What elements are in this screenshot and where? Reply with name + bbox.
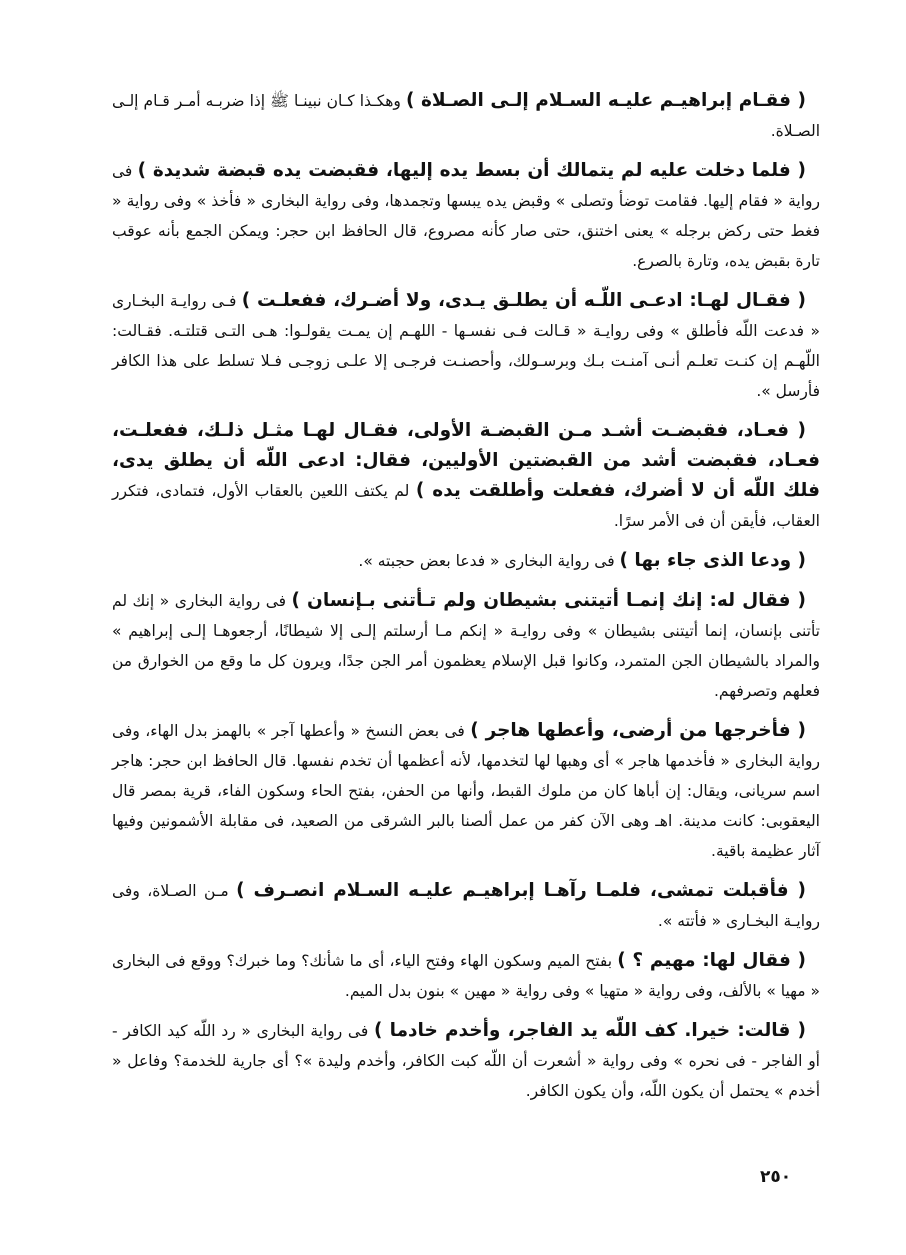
paragraph-6 (112, 586, 820, 706)
commentary-text: فى بعض النسخ « وأعطها آجر » بالهمز بدل الهاء، وفى رواية البخارى « فأخدمها هاجر » أى وهبها لها لتخدمها، لأنه أعظمها أن تخدم نفسها. قال الحافظ ابن حجر: هاجر اسم سريانى، ويقال: إن أباها كان من ملوك القبط، وأنها من الحفن، بفتح الحاء وسكون الفاء، قرية بمصر قال اليعقوبى: كانت مدينة. اهـ وهى الآن كفر من عمل ألصنا بالبر الشرقى من الصعيد، فى مقابلة الأشمونين وفيها آثار عظيمة باقية. (112, 722, 820, 860)
paragraph-9 (112, 946, 820, 1006)
quoted-hadith-text: ( فقـال لهـا: ادعـى اللّـه أن يطلـق يـدى، ولا أضـرك، ففعلـت ) (241, 290, 806, 311)
paragraph-10 (112, 1016, 820, 1106)
paragraph-4 (112, 416, 820, 536)
paragraph-8 (112, 876, 820, 936)
paragraph-2 (112, 156, 820, 276)
commentary-text: فى رواية البخارى « رد اللّه كيد الكافر - أو الفاجر - فى نحره » وفى رواية « أشعرت أن اللّه كبت الكافر، وأخدم وليدة »؟ أى جارية للخدمة؟ وفاعل « أخدم » يحتمل أن يكون اللّه، وأن يكون الكافر. (112, 1022, 820, 1100)
quoted-hadith-text: ( فأخرجها من أرضى، وأعطها هاجر ) (470, 720, 806, 741)
paragraph-5 (112, 546, 820, 576)
quoted-hadith-text: ( فعـاد، فقبضـت أشـد مـن القبضـة الأولى، فقـال لهـا مثـل ذلـك، ففعلـت، فعـاد، فقبضت أشد من القبضتين الأوليين، فقال: ادعى اللّه أن يطلق يدى، فلك اللّه أن لا أضرك، ففعلت وأطلقت يده ) (112, 420, 820, 501)
paragraph-3 (112, 286, 820, 406)
commentary-text: فى رواية البخارى « فدعا بعض حجبته ». (358, 552, 620, 570)
commentary-text: فى رواية « فقام إليها. فقامت توضأ وتصلى » وقبض يده يبسها وتجمدها، وفى رواية البخارى « فأخذ » وفى رواية « فغط حتى ركض برجله » يعنى اختنق، حتى صار كأنه مصروع، قال الحافظ ابن حجر: ويمكن الجمع بأنه عوقب تارة بقبض يده، وتارة بالصرع. (112, 162, 820, 270)
quoted-hadith-text: ( فقال لها: مهيم ؟ ) (617, 950, 806, 971)
quoted-hadith-text: ( ودعا الذى جاء بها ) (619, 550, 806, 571)
book-page-body (112, 86, 820, 1116)
commentary-text: وهكـذا كـان نبينـا ﷺ إذا ضربـه أمـر قـام إلـى الصـلاة. (112, 92, 820, 140)
commentary-text: لم يكتف اللعين بالعقاب الأول، فتمادى، فتكرر العقاب، فأيقن أن فى الأمر سرًا. (112, 482, 820, 530)
commentary-text: بفتح الميم وسكون الهاء وفتح الياء، أى ما شأنك؟ وما خبرك؟ ووقع فى البخارى « مهيا » بالألف، وفى رواية « متهيا » وفى رواية « مهين » بنون بدل الميم. (112, 952, 820, 1000)
quoted-hadith-text: ( فأقبلت تمشى، فلمـا رآهـا إبراهيـم عليـه السـلام انصـرف ) (236, 880, 807, 901)
quoted-hadith-text: ( فقـام إبراهيـم عليـه السـلام إلـى الصـلاة ) (405, 90, 806, 111)
paragraph-1 (112, 86, 820, 146)
paragraph-7 (112, 716, 820, 866)
quoted-hadith-text: ( قالت: خيرا. كف اللّه يد الفاجر، وأخدم خادما ) (373, 1020, 806, 1041)
commentary-text: فـى روايـة البخـارى « فدعت اللّه فأطلق » وفى روايـة « قـالت فـى نفسـها - اللهـم إن يمـت يقولـوا: هـى التـى قتلتـه. فقـالت: اللّهـم إن كنـت تعلـم أنـى آمنـت بـك وبرسـولك، وأحصنـت فرجـى إلا علـى زوجـى فـلا تسلط على هذا الكافر فأرسل ». (112, 292, 820, 400)
quoted-hadith-text: ( فلما دخلت عليه لم يتمالك أن بسط يده إليها، فقبضت يده قبضة شديدة ) (137, 160, 806, 181)
page-number: ٢٥٠ (760, 1167, 792, 1187)
commentary-text: مـن الصـلاة، وفى روايـة البخـارى « فأتته ». (112, 882, 820, 930)
commentary-text: فى رواية البخارى « إنك لم تأتنى بإنسان، إنما أتيتنى بشيطان » وفى روايـة « إنكم مـا أرسلتم إلـى إلا شيطانًا، أرجعوهـا إلـى إبراهيم » والمراد بالشيطان الجن المتمرد، وكانوا قبل الإسلام يعظمون أمر الجن جدًا، ويرون كل ما وقع من الخوارق من فعلهم وتصرفهم. (112, 592, 820, 700)
quoted-hadith-text: ( فقال له: إنك إنمـا أتيتنى بشيطان ولم تـأتنى بـإنسان ) (291, 590, 806, 611)
